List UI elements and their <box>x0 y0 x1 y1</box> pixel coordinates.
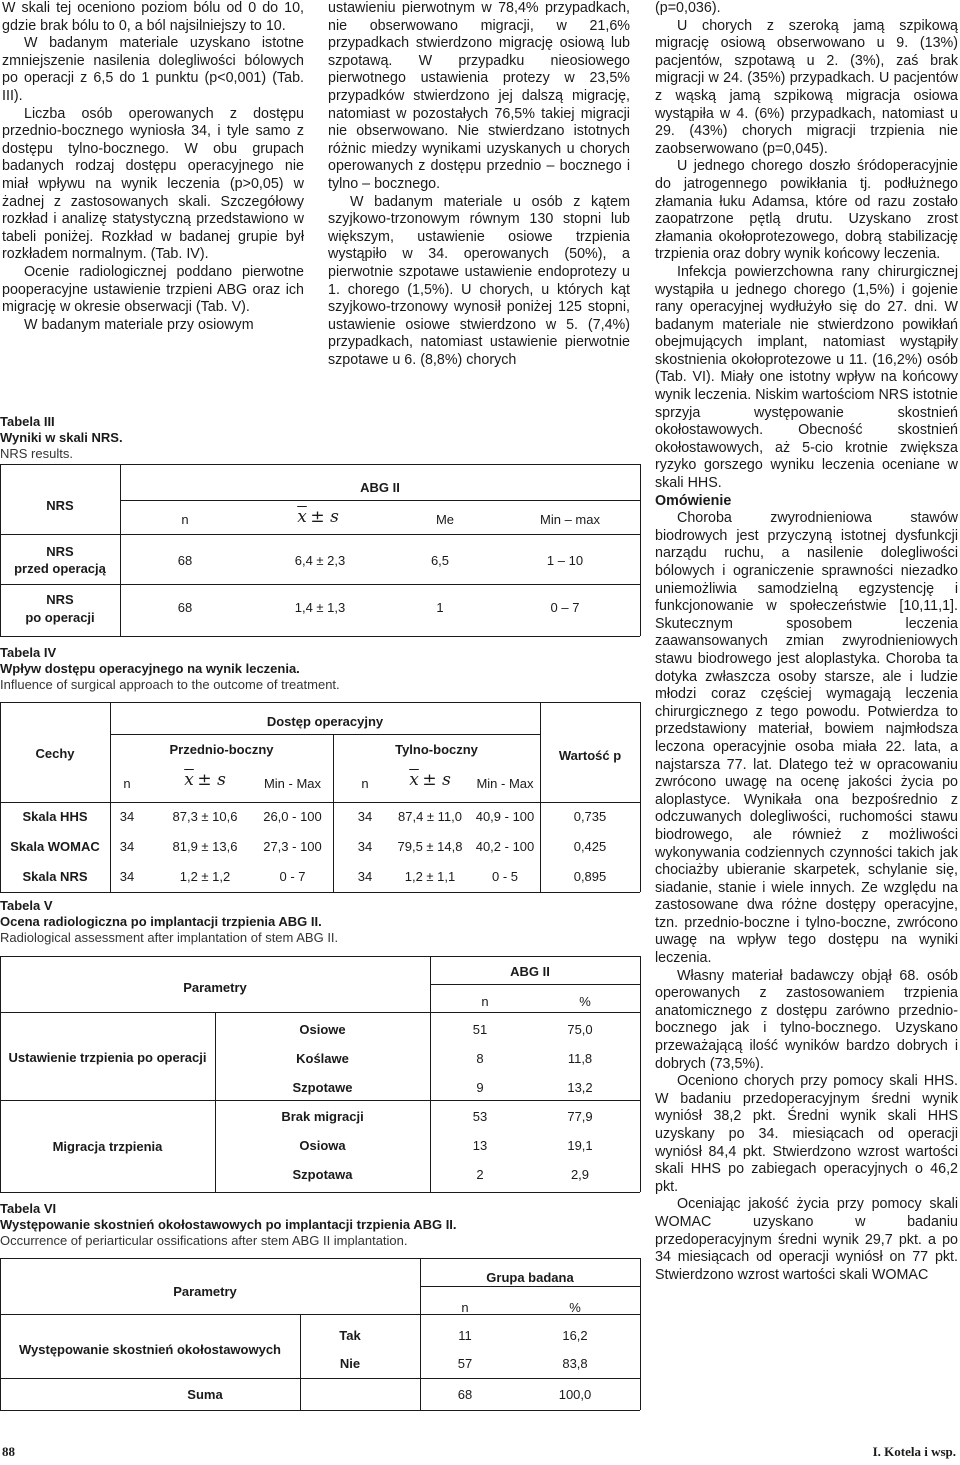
paragraph: Oceniając jakość życia przy pomocy skali WOMAC uzyskano w badaniu przedoperacyjnym średni wynik 29,7 pkt. a po 34 miesiącach od operacji wyniósł on 77 pkt. Stwierdzono wzrost wartości skali WOMAC <box>655 1196 958 1283</box>
header-mean-sd: $\overline{x} \pm s$ <box>297 507 339 527</box>
row-label: Skala NRS <box>22 869 88 884</box>
header-pct: % <box>579 994 591 1009</box>
cell-pct: 83,8 <box>562 1356 588 1371</box>
paragraph: W badanym materiale u osób z kątem szyjkowo-trzonowym równym 130 stopni lub większym, ustawienie osiowe trzpienia wystąpiło w 34. operowanych (50%), a pierwotnie szpotawe ustawienie endoprotezy u 1. chorego (1,5%). U chorych, u których kąt szyjkowo-trzonowy wynosił poniżej 125 stopni, ustawienie osiowe stwierdzono w 5. (7,4%) przypadkach, natomiast ustawienie pierwotnie szpotawe u 6. (8,8%) chorych <box>328 193 630 368</box>
paragraph: Infekcja powierzchowna rany chirurgicznej wystąpiła u jednego chorego (1,5%) i gojenie rany operacyjnej wydłużyło się do 27. dni. W badanym materiale nie stwierdzono powikłań obejmujących implant, natomiast wystąpiły skostnienia okołoprotezowe u 11. (16,2%) osób (Tab. VI). Miały one istotny wpływ na końcowy wynik leczenia. Niskim wartościom NRS istotnie sprzyja występowanie skostnień okołostawowych. Obecność skostnień okołostawowych, aż 5-cio krotnie zwiększa ryzyko gorszego wyniku leczenia oceniane w skali HHS. <box>655 263 958 492</box>
cell-n: 8 <box>476 1051 484 1066</box>
mean-symbol: $\overline{x}$ <box>184 770 194 790</box>
header-n: n <box>361 776 369 791</box>
cell-me: 1 <box>436 600 444 615</box>
table-3-caption <box>0 414 123 462</box>
header-param: Parametry <box>183 980 247 995</box>
cell-n: 34 <box>119 839 135 854</box>
header-n: n <box>481 994 489 1009</box>
paragraph: Własny materiał badawczy objął 68. osób operowanych z zastosowaniem trzpienia anatomicznego z dostępu zarówno przednio-bocznego jak i tylno-bocznego. Uzyskano przeważającą ilość wyników bardzo dobrych i dobrych (73,5%). <box>655 967 958 1072</box>
cell-range: 40,2 - 100 <box>475 839 535 854</box>
cell-n: 51 <box>472 1022 488 1037</box>
row-label: po operacji <box>25 610 95 625</box>
cell-p-value: 0,735 <box>573 809 607 824</box>
table-5 <box>0 956 640 1192</box>
cell-me: 6,5 <box>430 553 450 568</box>
cell-n: 2 <box>476 1167 484 1182</box>
table-title: Wyniki w skali NRS. <box>0 430 123 445</box>
cell-pct: 2,9 <box>570 1167 590 1182</box>
table-title: Występowanie skostnień okołostawowych po implantacji trzpienia ABG II. <box>0 1217 457 1232</box>
cell-pct: 16,2 <box>562 1328 588 1343</box>
table-3 <box>0 464 640 636</box>
cell-pct: 75,0 <box>567 1022 593 1037</box>
header-n: n <box>461 1300 469 1315</box>
row-label: Brak migracji <box>281 1109 364 1124</box>
table-title: Wpływ dostępu operacyjnego na wynik leczenia. <box>0 661 300 676</box>
cell-n: 34 <box>357 869 373 884</box>
table-5-caption <box>0 898 338 946</box>
cell-mean: 81,9 ± 13,6 <box>172 839 238 854</box>
header-pct: % <box>569 1300 581 1315</box>
cell-n: 34 <box>357 809 373 824</box>
row-label: NRS <box>46 544 74 559</box>
row-label: Koślawe <box>296 1051 349 1066</box>
paragraph: U chorych z szeroką jamą szpikową migrację osiową obserwowano u 9. (13%) pacjentów, szpotawą u 2. (3%), zaś brak migracji w 24. (35%) przypadkach. U pacjentów z wąską jamą szpikową migracja osiowa wystąpiła w 4. (6%) przypadkach, natomiast u 29. (43%) chorych migracji trzpienia nie zaobserwowano (p=0,045). <box>655 17 958 157</box>
group-label: Występowanie skostnień okołostawowych <box>19 1342 281 1357</box>
paragraph: U jednego chorego doszło śródoperacyjnie do jatrogennego powikłania tj. podłużnego złamania łuku Adamsa, które od razu zostało zaopatrzone pętlą drutu. Uzyskano zrost złamania okołoprotezowego, dobrą stabilizację trzpienia oraz dobry wynik końcowy leczenia. <box>655 158 958 263</box>
cell-mean: 1,2 ± 1,1 <box>404 869 456 884</box>
header-n: n <box>123 776 131 791</box>
paragraph: Liczba osób operowanych z dostępu przednio-bocznego wyniosła 34, i tyle samo z dostępu tylno-bocznego. W obu grupach badanych rodzaj dostępu operacyjnego nie miał wpływu na wynik leczenia (p>0,05) w żadnej z zastosowanych skali. Szczegółowy rozkład i analizę statystyczną przedstawiono w tabeli poniżej. Rozkład w badanej grupie był rozkładem normalnym. (Tab. IV). <box>2 105 304 263</box>
header-cechy: Cechy <box>35 746 75 761</box>
mean-symbol: $\overline{x}$ <box>297 507 307 527</box>
cell-range: 40,9 - 100 <box>475 809 535 824</box>
cell-range: 0 - 7 <box>279 869 306 884</box>
header-nrs: NRS <box>46 498 74 513</box>
paragraph: W badanym materiale przy osiowym <box>24 316 254 333</box>
cell-range: 26,0 - 100 <box>263 809 322 824</box>
paragraph: ustawieniu pierwotnym w 78,4% przypadkach, nie obserwowano migracji, w 21,6% przypadkach stwierdzono migrację osiową lub szpotawą. W przypadku nieosiowego pierwotnego ustawienia protezy w 23,5% przypadków stwierdzono jej dalszą migrację, natomiast w pozostałych 76,5% takiej migracji nie obserwowano. Nie stwierdzano istotnych różnic miedzy wynikami uzyskanych u chorych operowanych z dostępu przednio – bocznego i tylno – bocznego. <box>328 0 630 192</box>
cell-n: 34 <box>357 839 373 854</box>
table-subtitle: NRS results. <box>0 446 73 461</box>
table-6-caption <box>0 1201 457 1249</box>
header-tb: Tylno-boczny <box>395 742 478 757</box>
section-heading: Omówienie <box>655 492 732 509</box>
table-label: Tabela V <box>0 898 53 913</box>
header-group: ABG II <box>360 480 400 495</box>
row-label-sum: Suma <box>187 1387 223 1402</box>
group-label: Migracja trzpienia <box>52 1139 163 1154</box>
table-subtitle: Occurrence of periarticular ossifications after stem ABG II implantation. <box>0 1233 408 1248</box>
cell-range: 27,3 - 100 <box>263 839 322 854</box>
page-number: 88 <box>2 1444 15 1459</box>
row-label: Szpotawe <box>292 1080 353 1095</box>
cell-n: 53 <box>472 1109 488 1124</box>
cell-pct: 77,9 <box>567 1109 593 1124</box>
text-column-right <box>655 0 958 1284</box>
cell-n: 68 <box>457 1387 473 1402</box>
paragraph: (p=0,036). <box>655 0 721 16</box>
table-subtitle: Radiological assessment after implantation of stem ABG II. <box>0 930 339 945</box>
paragraph: W skali tej oceniono poziom bólu od 0 do 10, gdzie brak bólu to 0, a ból najsilniejszy to 10. <box>2 0 304 34</box>
cell-n: 34 <box>119 869 135 884</box>
row-label: Osiowa <box>299 1138 346 1153</box>
cell-minmax: 1 – 10 <box>546 553 584 568</box>
paragraph: Oceniono chorych przy pomocy skali HHS. W badaniu przedoperacyjnym średni wynik wyniósł 38,2 pkt. Średni wynik skali HHS uzyskany po 34. miesiącach od operacji wyniósł 84,4 pkt. Stwierdzono wzrost wartości skali HHS po zabiegach operacyjnych o 46,2 pkt. <box>655 1073 958 1195</box>
header-p: Wartość p <box>558 748 622 763</box>
row-label: Nie <box>339 1356 361 1371</box>
cell-pct: 11,8 <box>567 1051 593 1066</box>
header-minmax: Min - Max <box>476 776 534 791</box>
cell-n: 68 <box>177 553 193 568</box>
table-label: Tabela IV <box>0 645 57 660</box>
header-param: Parametry <box>173 1284 237 1299</box>
cell-pct: 13,2 <box>567 1080 593 1095</box>
mean-symbol: $\overline{x}$ <box>409 770 419 790</box>
table-title: Ocena radiologiczna po implantacji trzpienia ABG II. <box>0 914 322 929</box>
cell-n: 34 <box>119 809 135 824</box>
paragraph: Choroba zwyrodnieniowa stawów biodrowych jest przyczyną istotnej dysfunkcji narządu ruchu, a nasilenie dolegliwości bólowych i ograniczenie sprawności niezadko uniemożliwia samodzielną egzystencję i funkcjonowanie w społeczeństwie [10,11,1]. Skutecznym sposobem leczenia zaawansowanych zmian zwyrodnieniowych stawu biodrowego jest aloplastyka. Choroba ta dotyka zwłaszcza osoby starsze, ale i ludzie młodzi coraz częściej wymagają leczenia chirurgicznego z tego powodu. Potwierdza to przedstawiony materiał, bowiem najmłodsza leczona operacyjnie osoba miała 22. lata, a najstarsza 77. lat. Dlatego też w opracowaniu zwrócono uwagę na ocenę jakości życia po aloplastyce. Wynikała ona bezpośrednio z odczuwanych dolegliwości, ruchomości stawu biodrowego, ale również z możliwości wykonywania codziennych czynności takich jak chociażby ubieranie skarpetek, schylanie się, siadanie, stanie i wiele innych. Ze względu na zastosowane dwa różne dostępy operacyjne, tzn. przednio-boczne i tylno-boczne, zwrócono uwagę na wpływ tego dostępu na wyniki leczenia. <box>655 510 958 967</box>
cell-n: 9 <box>476 1080 484 1095</box>
cell-n: 57 <box>457 1356 473 1371</box>
row-label: Skala WOMAC <box>10 839 100 854</box>
header-me: Me <box>435 512 455 527</box>
table-label: Tabela III <box>0 414 55 429</box>
table-4-caption <box>0 645 340 693</box>
cell-mean: 1,2 ± 1,2 <box>179 869 231 884</box>
row-label: Skala HHS <box>22 809 88 824</box>
group-label: Ustawienie trzpienia po operacji <box>8 1050 207 1065</box>
cell-mean: 79,5 ± 14,8 <box>397 839 463 854</box>
cell-pct: 100,0 <box>558 1387 592 1402</box>
cell-n: 68 <box>177 600 193 615</box>
row-label: przed operacją <box>14 561 106 576</box>
header-group: ABG II <box>510 964 550 979</box>
header-mean-sd: $\overline{x} \pm s$ <box>409 770 451 790</box>
cell-mean: 6,4 ± 2,3 <box>294 553 346 568</box>
cell-n: 13 <box>472 1138 488 1153</box>
cell-p-value: 0,425 <box>573 839 607 854</box>
cell-p-value: 0,895 <box>573 869 607 884</box>
row-label: NRS <box>46 592 74 607</box>
text-column-left <box>2 0 304 334</box>
cell-range: 0 - 5 <box>491 869 518 884</box>
row-label: Szpotawa <box>292 1167 353 1182</box>
table-6 <box>0 1258 640 1410</box>
header-minmax: Min - Max <box>263 776 322 791</box>
text-column-middle <box>328 0 630 369</box>
header-group: Grupa badana <box>486 1270 574 1285</box>
header-min-max: Min – max <box>540 512 600 527</box>
paragraph: W badanym materiale uzyskano istotne zmniejszenie nasilenia dolegliwości bólowych po operacji z 6,5 do 1 punktu (p<0,001) (Tab. III). <box>2 35 304 104</box>
row-label: Tak <box>339 1328 361 1343</box>
running-authors: I. Kotela i wsp. <box>872 1444 956 1459</box>
table-subtitle: Influence of surgical approach to the outcome of treatment. <box>0 677 340 692</box>
header-mean-sd: $\overline{x} \pm s$ <box>184 770 226 790</box>
cell-mean: 87,4 ± 11,0 <box>398 809 462 824</box>
cell-mean: 1,4 ± 1,3 <box>294 600 346 615</box>
header-pb: Przednio-boczny <box>169 742 274 757</box>
table-label: Tabela VI <box>0 1201 57 1216</box>
row-label: Osiowe <box>299 1022 346 1037</box>
cell-n: 11 <box>458 1328 472 1343</box>
paragraph: Ocenie radiologicznej poddano pierwotne pooperacyjne ustawienie trzpieni ABG oraz ich migrację w okresie obserwacji (Tab. V). <box>2 263 304 316</box>
header-n: n <box>181 512 189 527</box>
cell-minmax: 0 – 7 <box>550 600 580 615</box>
cell-mean: 87,3 ± 10,6 <box>172 809 238 824</box>
table-4 <box>0 702 640 892</box>
header-dostep: Dostęp operacyjny <box>266 714 384 729</box>
cell-pct: 19,1 <box>567 1138 593 1153</box>
